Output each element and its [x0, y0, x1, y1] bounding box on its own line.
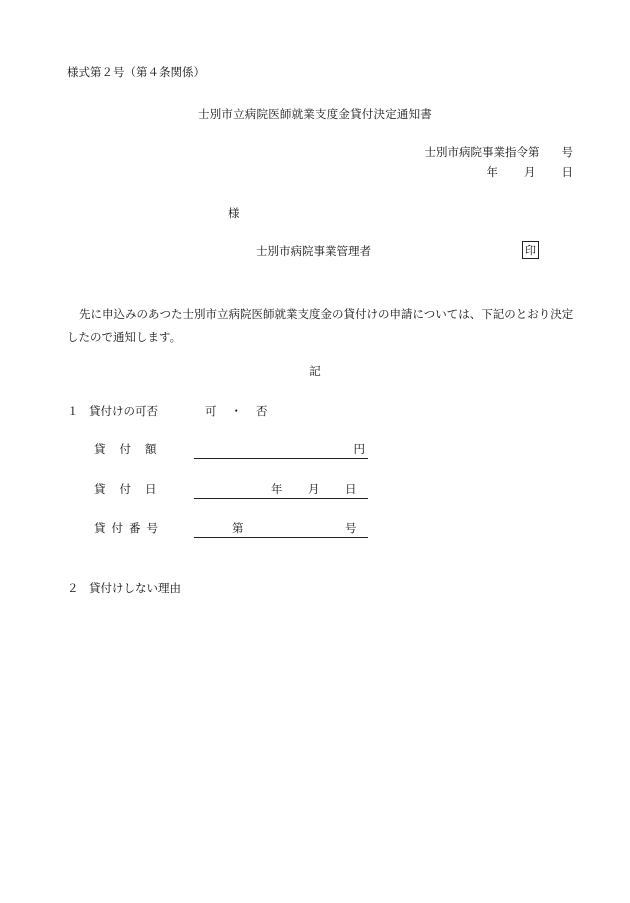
document-number-prefix: 士別市病院事業指令第: [424, 145, 540, 159]
issue-date-year: 年: [486, 165, 498, 179]
amount-label: 貸付額: [94, 442, 171, 456]
item-reason-label: [67, 583, 181, 595]
loan-date-day: 日: [345, 482, 357, 496]
document-title: 士別市立病院医師就業支度金貸付決定通知書: [198, 107, 432, 121]
loan-date-month: 月: [308, 482, 320, 496]
issue-date-month: 月: [524, 165, 536, 179]
document-number-suffix: 号: [561, 145, 573, 159]
amount-field-line: [194, 444, 368, 459]
item-label: 貸付けの可否: [89, 404, 158, 418]
ki-heading: 記: [309, 364, 321, 378]
loan-date-label: 貸付日: [94, 482, 171, 496]
addressee-honorific: 様: [228, 206, 240, 220]
notice-body: 先に申込みのあつた士別市立病院医師就業支度金の貸付けの申請については、下記のとおり決定したので通知します。: [67, 307, 574, 344]
loan-date-year: 年: [271, 482, 283, 496]
issue-date: [487, 167, 574, 179]
item-label: 貸付けしない理由: [89, 581, 181, 595]
amount-unit: 円: [353, 442, 365, 456]
deny-option: 否: [256, 404, 268, 418]
issue-date-day: 日: [561, 165, 573, 179]
loan-date-field-line: [194, 484, 368, 499]
seal-stamp-box: [522, 241, 539, 259]
loan-number-prefix: 第: [232, 521, 244, 535]
approve-option: 可: [205, 404, 217, 418]
form-label: 様式第２号（第４条関係）: [67, 65, 205, 79]
approval-options: [205, 406, 268, 418]
seal-label: 印: [525, 243, 536, 257]
option-separator: ・: [230, 404, 242, 418]
document-number: [425, 147, 574, 159]
item-number: １: [67, 404, 79, 418]
loan-number-label: 貸付番号: [94, 521, 164, 535]
sender-name: 士別市病院事業管理者: [256, 244, 371, 258]
loan-number-suffix: 号: [345, 521, 357, 535]
item-approval-label: [67, 406, 158, 418]
loan-number-field-line: [194, 523, 368, 538]
item-number: ２: [67, 581, 79, 595]
